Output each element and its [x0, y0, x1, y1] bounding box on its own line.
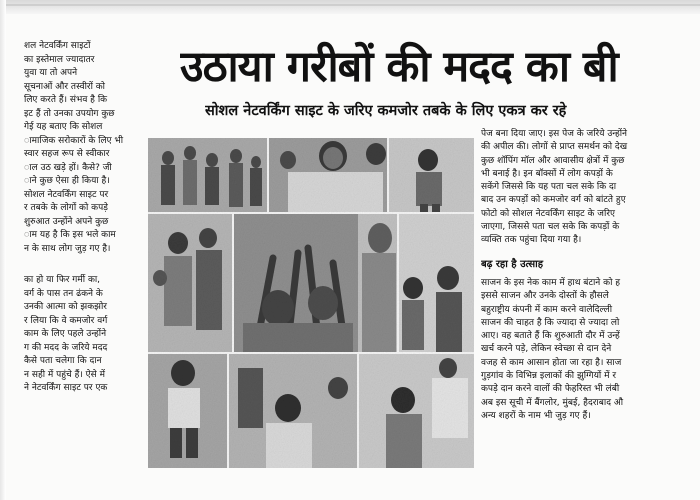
text-line: बहुराष्ट्रीय कंपनी में काम करने वालेदिल्ली	[481, 304, 613, 315]
text-line: आए। वह बताते हैं कि शुरुआती दौर में उन्हें	[481, 331, 620, 342]
text-line: इससे साजन और उनके दोस्तों के हौसले	[481, 291, 609, 302]
text-line: साजन की चाहत है कि ज्यादा से ज्यादा लो	[481, 317, 620, 328]
photo-collage	[148, 138, 474, 468]
text-line: पेज बना दिया जाए। इस पेज के जरिये उन्होंने	[481, 129, 628, 139]
text-line: भी बनाई है। इन बॉक्सों में लोग कपड़ों के	[481, 168, 613, 179]
left-paragraph-1	[24, 40, 144, 256]
left-text-column	[24, 40, 144, 414]
text-line: अब इस सूची में बैंगलोर, मुंबई, हैदराबाद औ	[481, 397, 624, 408]
text-line: साजन के इस नेक काम में हाथ बंटाने को ह	[481, 277, 621, 288]
text-line: व्यक्ति तक पहुंचा दिया गया है।	[481, 235, 582, 246]
right-text-column	[481, 128, 695, 423]
collage-image	[148, 138, 474, 468]
text-line: वर्ग के पास तन ढंकने के	[24, 288, 103, 299]
text-line: का इस्तेमाल ज्यादातर	[24, 54, 95, 65]
text-line: उनकी आत्मा को झकझोर	[24, 302, 107, 312]
text-line: कपड़े दान करने वालों की फेहरिस्त भी लंबी	[481, 384, 620, 395]
subheadline: सोशल नेटवर्किंग साइट के जरिए कमजोर तबके के लिए एकत्र कर रहे	[205, 103, 567, 119]
text-line: स्वार सहज रूप से स्वीकार	[24, 149, 110, 159]
text-line: काम के लिए पहले उन्होंने	[24, 329, 107, 339]
text-line: न के साथ लोग जुड़ गए है।	[24, 243, 111, 254]
text-line: ाम यह है कि इस भले काम	[24, 230, 116, 240]
text-line: अन्य शहरों के नाम भी जुड़ गए हैं।	[481, 410, 591, 421]
page-top-edge	[0, 0, 700, 14]
text-line: सूचनाओं और तस्वीरों को	[24, 81, 106, 92]
text-line: वजह से काम आसान होता जा रहा है। साज	[481, 357, 622, 368]
text-line: कुछ शॉपिंग मॉल और आवासीय क्षेत्रों में कुछ	[481, 155, 625, 166]
text-line: ाल उठ खड़े हों। कैसे? जी	[24, 162, 112, 173]
text-line: ने नेटवर्किंग साइट पर एक	[24, 383, 108, 393]
page-fold-line	[0, 4, 700, 6]
text-line: जाएगा, जिससे पता चल सके कि कपड़ों के	[481, 222, 620, 233]
text-line: सकेंगे जिससे कि यह पता चल सके कि दा	[481, 182, 617, 193]
text-line: इट हैं तो उनका उपयोग कुछ	[24, 108, 115, 119]
text-line: शल नेटवर्किंग साइटों	[24, 41, 91, 51]
text-line: कैसे पता चलेगा कि दान	[24, 356, 102, 366]
text-line: शुरुआत उन्होंने अपने कुछ	[24, 216, 109, 227]
text-line: र तबके के लोगों को कपड़े	[24, 203, 108, 213]
text-line: ग की मदद के जरिये मदद	[24, 342, 108, 353]
text-line: ाने कुछ ऐसा ही किया है।	[24, 176, 110, 186]
section-subheading: बढ़ रहा है उत्साह	[481, 258, 544, 270]
headline: उठाया गरीबों की मदद का बी	[180, 42, 618, 92]
text-line: सोशल नेटवर्किंग साइट पर	[24, 189, 109, 200]
text-line: ामाजिक सरोकारों के लिए भी	[24, 135, 124, 146]
left-paragraph-2	[24, 274, 144, 396]
text-line: बाद उन कपड़ों को कमजोर वर्ग को बांटते हुए	[481, 195, 626, 206]
text-line: का हो या फिर गर्मी का,	[24, 275, 101, 285]
text-line: फोटो को सोशल नेटवर्किंग साइट के जरिए	[481, 208, 615, 219]
text-line: की अपील की। लोगों से प्राप्त समर्थन को देख	[481, 142, 628, 153]
text-line: लिए करते हैं। संभव है कि	[24, 95, 108, 105]
text-line: न सही में पहुंचे हैं। ऐसे में	[24, 369, 105, 380]
text-line: गेई यह बताए कि सोशल	[24, 122, 103, 132]
text-line: र लिया कि वे कमजोर वर्ग	[24, 315, 108, 326]
page-left-edge	[0, 0, 6, 500]
text-line: गुड़गांव के विभिन्न इलाकों की झुग्गियों में र	[481, 371, 617, 382]
text-line: युवा या तो अपने	[24, 68, 78, 78]
text-line: खर्च करने पड़े, लेकिन स्वेच्छा से दान देने	[481, 344, 612, 355]
